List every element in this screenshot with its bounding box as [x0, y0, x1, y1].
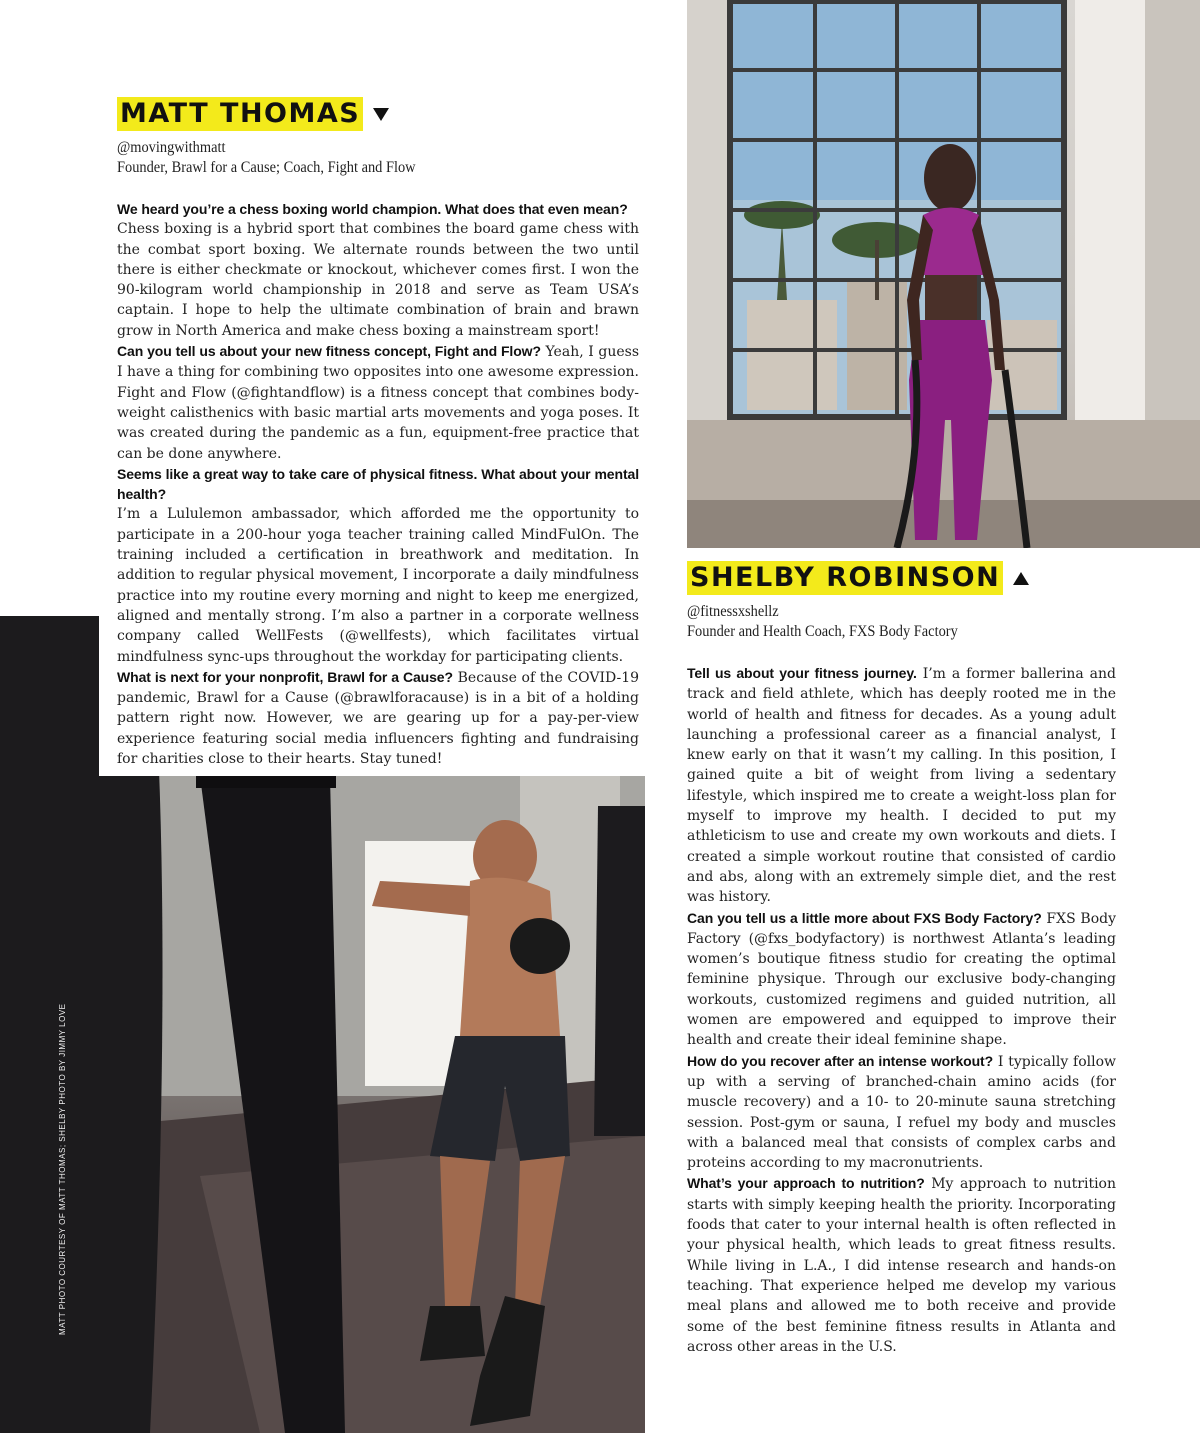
shelby-qa-3: [687, 1051, 1116, 1174]
question: Can you tell us about your new fitness concept, Fight and Flow?: [117, 343, 541, 360]
question: We heard you’re a chess boxing world champion. What does that even mean?: [117, 201, 628, 217]
matt-qa-4: [117, 667, 639, 769]
shelby-photo: [687, 0, 1200, 548]
answer: Chess boxing is a hybrid sport that combines the board game chess with the combat sport boxing. We alternate rounds between the two until there is either checkmate or knockout, whichever comes first. I won the 90-kilogram world championship in 2018 and serve as Team USA’s captain. I hope to help the ultimate combination of brain and brawn grow in North America and make chess boxing a mainstream sport!: [117, 221, 639, 339]
matt-qa-3: [117, 464, 639, 667]
shelby-role: Founder and Health Coach, FXS Body Factory: [687, 623, 958, 640]
matt-qa-1: [117, 199, 639, 341]
question: What is next for your nonprofit, Brawl for a Cause?: [117, 668, 453, 685]
answer: Because of the COVID-19 pandemic, Brawl for a Cause (@brawlforacause) is in a bit of a holding pattern right now. However, we are gearing up for a pay-per-view experience featuring social media influencers fighting and fundraising for charities close to their hearts. Stay tuned!: [117, 669, 640, 768]
photo-credit: MATT PHOTO COURTESY OF MATT THOMAS; SHELBY PHOTO BY JIMMY LOVE: [58, 1003, 67, 1335]
shelby-interview: [687, 663, 1116, 1357]
triangle-up-icon: [1013, 572, 1029, 585]
answer: I’m a Lululemon ambassador, which afforded me the opportunity to participate in a 200-hour yoga teacher training called MindFulOn. The training included a certification in breathwork and meditation. In addition to regular physical movement, I incorporate a daily mindfulness practice into my routine every morning and night to keep me energized, aligned and mentally strong. I’m also a partner in a corporate wellness company called WellFests (@wellfests), which facilitates virtual mindfulness sync-ups throughout the workday for participating clients.: [117, 506, 639, 665]
answer: FXS Body Factory (@fxs_bodyfactory) is northwest Atlanta’s leading women’s boutique fitness studio for creating the optimal feminine physique. Through our exclusive body-changing workouts, customized regimens and guided nutrition, all women are empowered and equipped to improve their health and create their ideal feminine shape.: [687, 910, 1117, 1049]
matt-handle: @movingwithmatt: [117, 139, 226, 156]
matt-name-row: [117, 96, 639, 132]
shelby-qa-4: [687, 1173, 1116, 1357]
shelby-robinson-section: [687, 560, 1127, 1360]
shelby-name-row: [687, 560, 1127, 596]
matt-name: MATT THOMAS: [117, 97, 363, 131]
shelby-qa-1: [687, 663, 1116, 908]
matt-interview: [117, 199, 639, 769]
answer: I’m a former ballerina and track and field athlete, which has deeply rooted me in the world of health and fitness for decades. As a young adult launching a professional career as a financial analyst, I knew early on that it wasn’t my calling. In this position, I gained quite a bit of weight from living a sedentary lifestyle, which inspired me to create a weight-loss plan for myself to improve my health. I decided to put my athleticism to use and create my own workouts and diets. I created a simple workout routine that consisted of cardio and abs, along with an extremely simple diet, and the rest was history.: [687, 666, 1116, 906]
question: Seems like a great way to take care of physical fitness. What about your mental health?: [117, 465, 639, 503]
shelby-qa-2: [687, 908, 1116, 1051]
shelby-handle: @fitnessxshellz: [687, 603, 779, 620]
question: How do you recover after an intense workout?: [687, 1052, 994, 1069]
matt-thomas-section: [99, 88, 645, 776]
shelby-name: SHELBY ROBINSON: [687, 561, 1003, 595]
question: Tell us about your fitness journey.: [687, 665, 917, 681]
answer: I typically follow up with a serving of branched-chain amino acids (for muscle recovery) and a 10- to 20-minute sauna stretching session. Post-gym or sauna, I refuel my body and muscles with a balanced meal that consists of complex carbs and proteins according to my macronutrients.: [687, 1053, 1117, 1172]
question: Can you tell us a little more about FXS Body Factory?: [687, 909, 1042, 926]
triangle-down-icon: [373, 108, 389, 121]
answer: My approach to nutrition starts with simply keeping health the priority. Incorporating foods that cater to your internal health is often reflected in your physical health, which leads to great fitness results. While living in L.A., I did intense research and hands-on teaching. That experience helped me develop my various meal plans and allowed me to both receive and provide some of the best feminine fitness results in Atlanta and across other areas in the U.S.: [687, 1176, 1117, 1355]
answer: Yeah, I guess I have a thing for combining two opposites into one awesome expression. Fight and Flow (@fightandflow) is a fitness concept that combines body-weight calisthenics with basic martial arts movements and yoga poses. It was created during the pandemic as a fun, equipment-free practice that can be done anywhere.: [117, 344, 640, 462]
matt-role: Founder, Brawl for a Cause; Coach, Fight and Flow: [117, 159, 416, 176]
question: What’s your approach to nutrition?: [687, 1175, 925, 1192]
matt-qa-2: [117, 341, 639, 464]
